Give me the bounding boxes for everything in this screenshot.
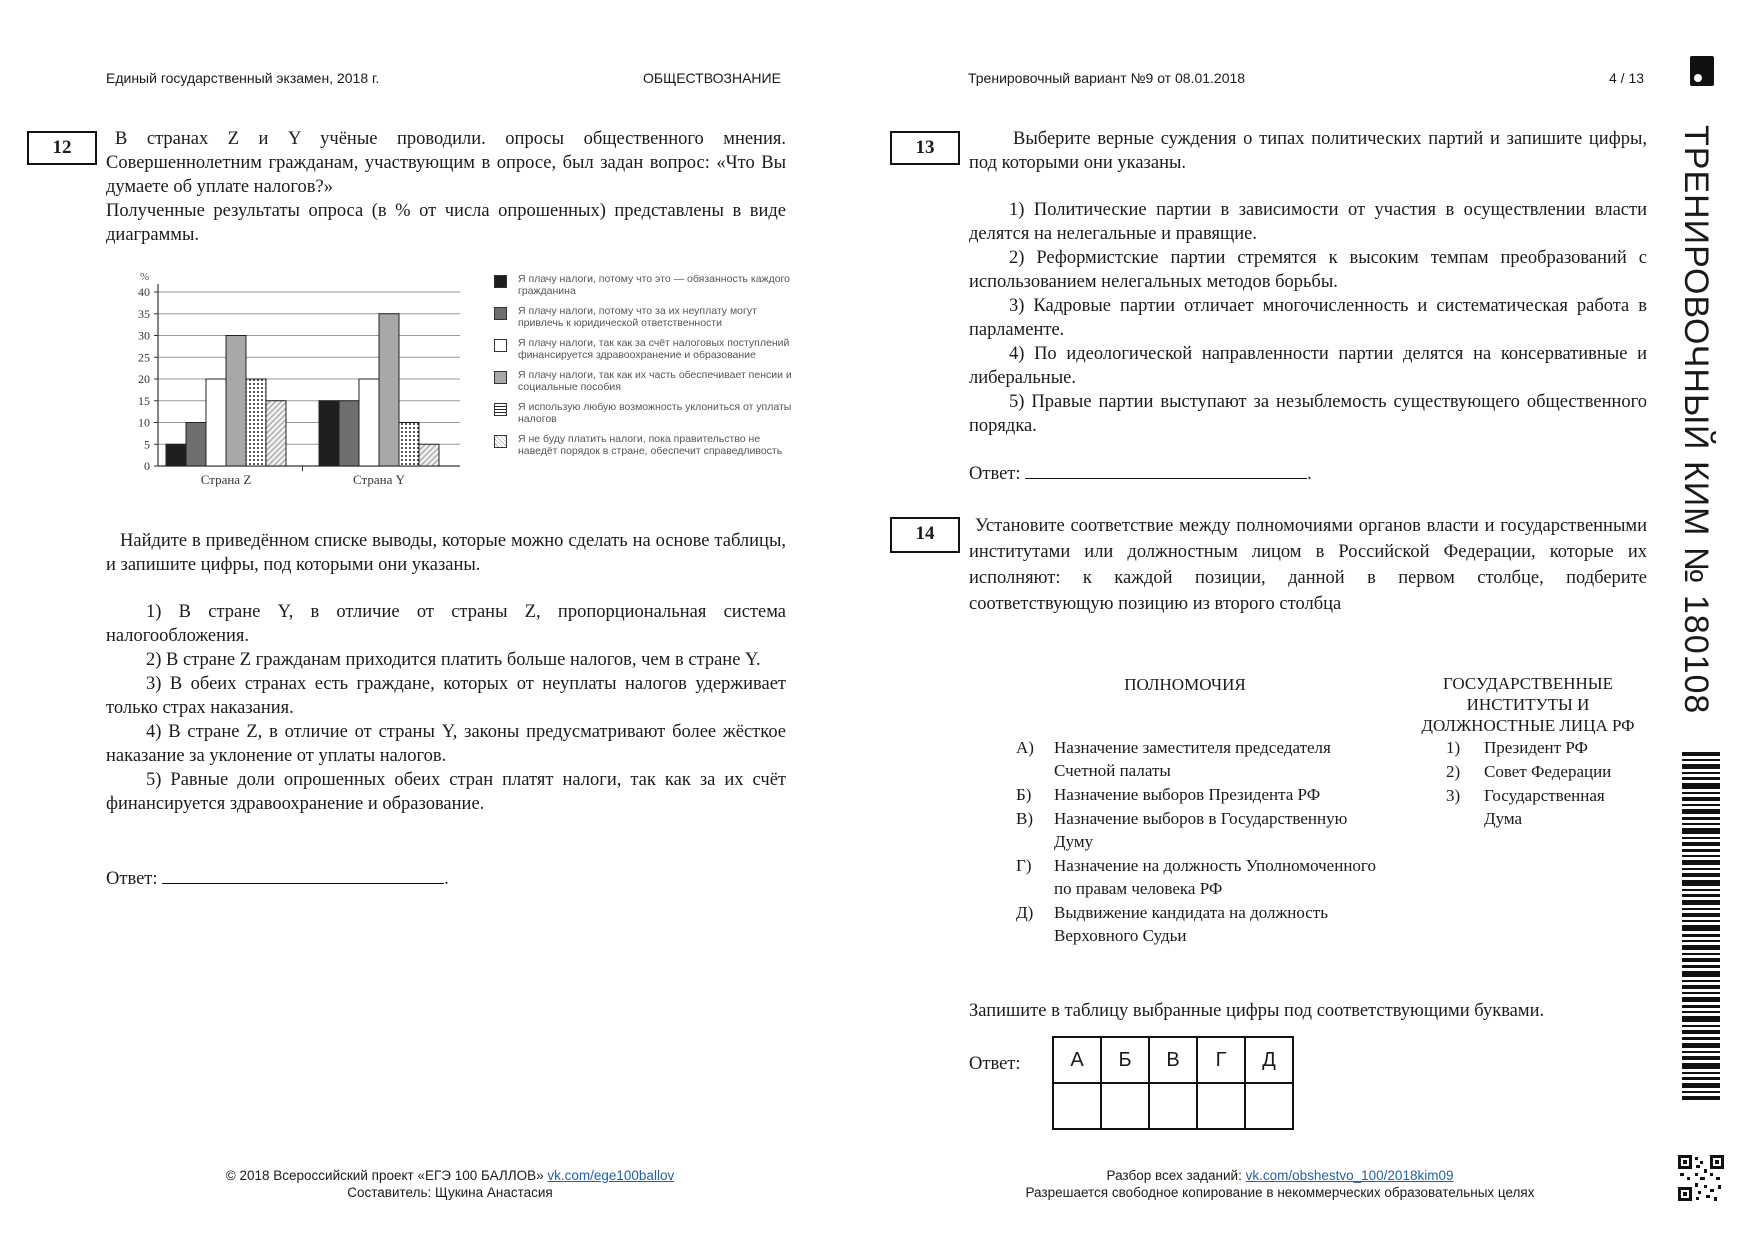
- y-axis-label: %: [140, 271, 150, 283]
- side-title: ТРЕНИРОВОЧНЫЙ КИМ № 180108: [1677, 125, 1715, 715]
- q14-power-a: [1016, 736, 1388, 782]
- q12-option-5: 5) Равные доли опрошенных обеих стран платят налоги, так как за их счёт финансируется здравоохранение и образование.: [106, 770, 786, 814]
- q13-answer-row: Ответ: .: [969, 460, 1389, 486]
- q12-intro: [106, 127, 786, 247]
- q14-institution-text: Совет Федерации: [1484, 762, 1612, 781]
- q13-option-1: 1) Политические партии в зависимости от участия в осуществлении власти делятся на нелегальные и правящие.: [969, 200, 1647, 244]
- header-variant: Тренировочный вариант №9 от 08.01.2018: [968, 70, 1246, 86]
- q14-power-letter: А): [1016, 738, 1034, 757]
- q12-option-2: 2) В стране Z гражданам приходится платить больше налогов, чем в стране Y.: [146, 650, 761, 670]
- q14-answer-letter: Д: [1245, 1037, 1293, 1083]
- q14-intro-text: Установите соответствие между полномочиями органов власти и государственными институтами или должностным лицом в Российской Федерации, которые их исполняют: к каждой позиции, данной в первом столбце, подберите соответствующую позицию из второго столбца: [969, 516, 1647, 614]
- q14-answer-table: [1052, 1036, 1294, 1130]
- tax-survey-bar-chart: [120, 262, 480, 494]
- q12-intro-diagram: Полученные результаты опроса (в % от числа опрошенных) представлены в виде диаграммы.: [106, 201, 786, 245]
- q14-answer-input-row: [1053, 1083, 1293, 1129]
- bar: [246, 379, 266, 466]
- footer-license: Разрешается свободное копирование в некоммерческих образовательных целях: [1025, 1185, 1535, 1200]
- footer-link-project[interactable]: vk.com/ege100ballov: [547, 1168, 675, 1183]
- legend-item: [494, 305, 799, 329]
- legend-swatch: [494, 403, 507, 416]
- q14-answer-letter: Б: [1101, 1037, 1149, 1083]
- y-tick-label: 20: [138, 372, 150, 386]
- y-tick-label: 25: [138, 350, 150, 365]
- q14-powers-list: [1016, 736, 1388, 947]
- bar: [339, 401, 359, 466]
- q14-institution-num: 3): [1446, 786, 1461, 805]
- q12-task: [106, 529, 786, 577]
- q14-institution-1: [1446, 736, 1646, 759]
- y-tick-label: 10: [138, 415, 150, 430]
- y-tick-label: 5: [144, 437, 150, 452]
- footer-link-analysis[interactable]: vk.com/obshestvo_100/2018kim09: [1245, 1168, 1454, 1183]
- q14-answer-cell[interactable]: [1245, 1083, 1293, 1129]
- legend-label: Я не буду платить налоги, пока правительство не наведёт порядок в стране, обеспечит справедливость: [518, 433, 783, 457]
- q14-answer-cell[interactable]: [1053, 1083, 1101, 1129]
- footer-copyright: © 2018 Всероссийский проект «ЕГЭ 100 БАЛЛОВ»: [225, 1168, 544, 1183]
- q14-answer-cell[interactable]: [1197, 1083, 1245, 1129]
- bar: [399, 423, 419, 467]
- y-tick-label: 35: [138, 306, 150, 321]
- q13-intro-text: Выберите верные суждения о типах политических партий и запишите цифры, под которыми они указаны.: [969, 129, 1647, 173]
- question-number-13: 13: [890, 131, 960, 165]
- x-category-label: Страна Y: [353, 472, 405, 487]
- qr-code-icon: [1678, 1155, 1724, 1201]
- bar: [379, 314, 399, 466]
- q14-col1-header: ПОЛНОМОЧИЯ: [1124, 675, 1246, 694]
- chart-legend: [494, 273, 799, 465]
- legend-label: Я плачу налоги, потому что это — обязанность каждого гражданина: [518, 273, 790, 297]
- bar: [166, 444, 186, 466]
- bar: [206, 379, 226, 466]
- q12-answer-label: Ответ:: [106, 869, 158, 889]
- q14-institution-text: Государственная Дума: [1484, 786, 1605, 828]
- q13-option-2: 2) Реформистские партии стремятся к высоким темпам преобразований с использованием нелегальных методов борьбы.: [969, 248, 1647, 292]
- q14-power-b: [1016, 783, 1388, 806]
- q12-options-list: [106, 600, 786, 816]
- header-subject: ОБЩЕСТВОЗНАНИЕ: [643, 70, 781, 86]
- q12-answer-field[interactable]: [162, 865, 444, 884]
- legend-label: Я плачу налоги, так как за счёт налоговых поступлений финансируется здравоохранение и образование: [518, 337, 790, 361]
- q14-answer-letter: Г: [1197, 1037, 1245, 1083]
- header-page-number: 4 / 13: [1609, 70, 1645, 86]
- footer-right: [980, 1167, 1580, 1201]
- q12-answer-row: Ответ: .: [106, 865, 526, 891]
- y-tick-label: 30: [138, 328, 150, 343]
- q12-option-4: 4) В стране Z, в отличие от страны Y, законы предусматривают более жёсткое наказание за уклонение от уплаты налогов.: [106, 722, 786, 766]
- q13-option-3: 3) Кадровые партии отличает многочисленность и систематическая работа в парламенте.: [969, 296, 1647, 340]
- bar: [359, 379, 379, 466]
- q14-power-letter: Г): [1016, 856, 1032, 875]
- legend-swatch: [494, 307, 507, 320]
- barcode-icon: [1682, 752, 1720, 1100]
- question-number-12: 12: [27, 131, 97, 165]
- q14-institution-num: 1): [1446, 738, 1461, 757]
- q14-power-text: Назначение выборов в Государственную Думу: [1054, 809, 1348, 851]
- q14-answer-letter: В: [1149, 1037, 1197, 1083]
- q14-institution-3: [1446, 784, 1604, 830]
- x-category-label: Страна Z: [200, 472, 252, 487]
- q14-institutions-list: [1446, 736, 1646, 830]
- legend-swatch: [494, 435, 507, 448]
- bar: [419, 444, 439, 466]
- q13-answer-field[interactable]: [1025, 460, 1307, 479]
- bar: [226, 336, 246, 467]
- q12-intro-text: В странах Z и Y учёные проводили. опросы общественного мнения. Совершеннолетним гражданам, участвующим в опросе, был задан вопрос: «Что Вы думаете об уплате налогов?»: [106, 129, 786, 197]
- legend-label: Я плачу налоги, потому что за их неуплату могут привлечь к юридической ответственности: [518, 305, 757, 329]
- footer-left: [150, 1167, 750, 1201]
- legend-item: [494, 337, 799, 361]
- legend-item: [494, 369, 799, 393]
- legend-swatch: [494, 339, 507, 352]
- q14-answer-cell[interactable]: [1149, 1083, 1197, 1129]
- q14-power-text: Назначение заместителя председателя Счетной палаты: [1054, 738, 1331, 780]
- q14-answer-letter: А: [1053, 1037, 1101, 1083]
- q14-power-d: [1016, 901, 1388, 947]
- q14-power-letter: Б): [1016, 785, 1032, 804]
- footer-left-line1: [150, 1167, 750, 1184]
- q13-option-5: 5) Правые партии выступают за незыблемость существующего общественного порядка.: [969, 392, 1647, 436]
- q14-power-g: [1016, 854, 1388, 900]
- q12-option-3: 3) В обеих странах есть граждане, которых от неуплаты налогов удерживает только страх наказания.: [106, 674, 786, 718]
- footer-author: Составитель: Щукина Анастасия: [347, 1185, 553, 1200]
- y-tick-label: 0: [144, 459, 150, 473]
- q14-col2-header: ГОСУДАРСТВЕННЫЕ ИНСТИТУТЫ И ДОЛЖНОСТНЫЕ ЛИЦА РФ: [1421, 674, 1635, 735]
- q14-instruction: Запишите в таблицу выбранные цифры под соответствующими буквами.: [969, 1001, 1545, 1021]
- legend-item: [494, 433, 799, 457]
- q14-power-text: Выдвижение кандидата на должность Верховного Судьи: [1054, 903, 1328, 945]
- legend-swatch: [494, 275, 507, 288]
- bar: [186, 423, 206, 467]
- q14-institution-text: Президент РФ: [1484, 738, 1588, 757]
- q14-power-letter: Д): [1016, 903, 1034, 922]
- q14-intro: [969, 513, 1647, 617]
- q12-task-text: Найдите в приведённом списке выводы, которые можно сделать на основе таблицы, и запишите цифры, под которыми они указаны.: [106, 531, 786, 575]
- legend-item: [494, 273, 799, 297]
- q14-answer-header-row: [1053, 1037, 1293, 1083]
- y-tick-label: 40: [138, 285, 150, 299]
- legend-label: Я плачу налоги, так как их часть обеспечивает пенсии и социальные пособия: [518, 369, 792, 393]
- q13-option-4: 4) По идеологической направленности партии делятся на консервативные и либеральные.: [969, 344, 1647, 388]
- legend-label: Я использую любую возможность уклониться от уплаты налогов: [518, 401, 792, 425]
- q14-institution-2: [1446, 760, 1646, 783]
- q14-answer-label: Ответ:: [969, 1054, 1021, 1074]
- q13-intro: [969, 127, 1647, 175]
- q14-power-v: [1016, 807, 1388, 853]
- footer-analysis-label: Разбор всех заданий:: [1106, 1168, 1242, 1183]
- q14-answer-cell[interactable]: [1101, 1083, 1149, 1129]
- footer-right-line1: [980, 1167, 1580, 1184]
- question-number-14: 14: [890, 517, 960, 553]
- q14-power-letter: В): [1016, 809, 1033, 828]
- q13-options-list: [969, 198, 1647, 438]
- legend-item: [494, 401, 799, 425]
- legend-swatch: [494, 371, 507, 384]
- q13-answer-label: Ответ:: [969, 464, 1021, 484]
- q14-power-text: Назначение выборов Президента РФ: [1054, 785, 1321, 804]
- q12-option-1: 1) В стране Y, в отличие от страны Z, пропорциональная система налогообложения.: [106, 602, 786, 646]
- bar: [266, 401, 286, 466]
- header-exam-title: Единый государственный экзамен, 2018 г.: [106, 70, 380, 86]
- bar: [319, 401, 339, 466]
- q14-power-text: Назначение на должность Уполномоченного по правам человека РФ: [1054, 856, 1376, 898]
- logo-mark-icon: [1690, 56, 1714, 86]
- y-tick-label: 15: [138, 393, 150, 408]
- q14-institution-num: 2): [1446, 762, 1461, 781]
